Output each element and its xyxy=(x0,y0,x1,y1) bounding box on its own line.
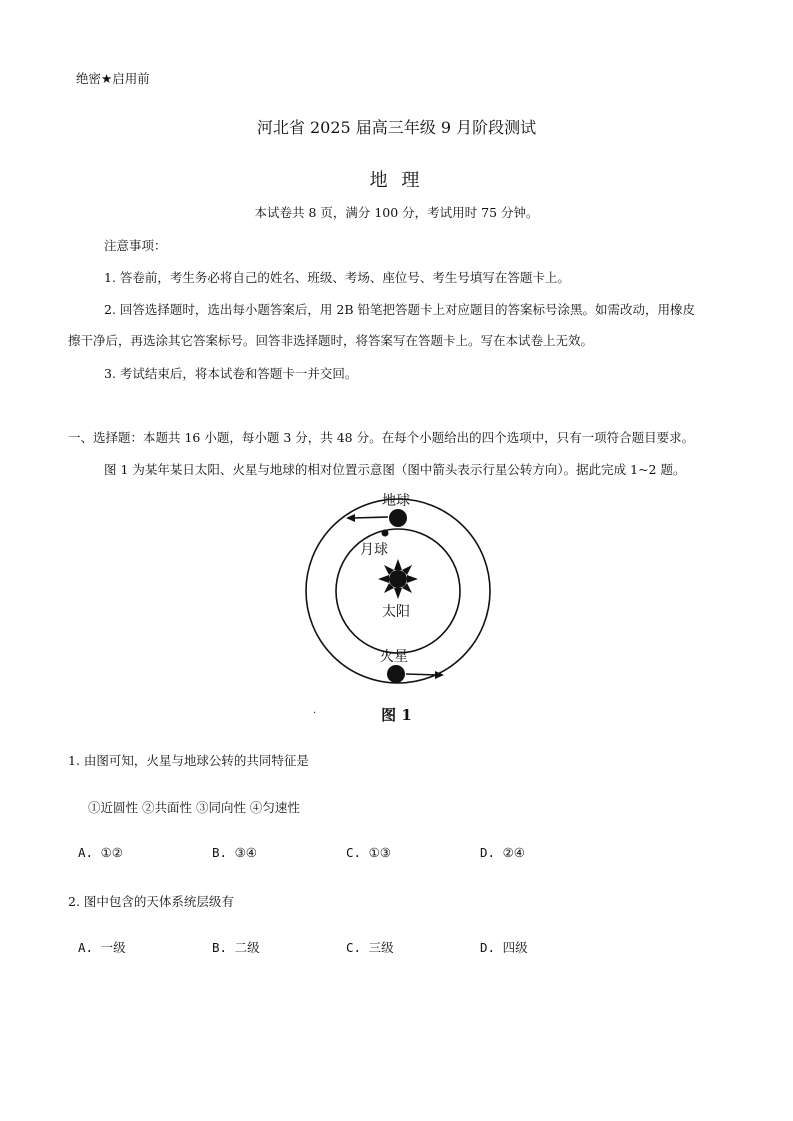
note-item-2-continued: 擦干净后，再选涂其它答案标号。回答非选择题时，将答案写在答题卡上。写在本试卷上无效。 xyxy=(68,333,594,348)
question-1-option-d: D. ②④ xyxy=(480,845,525,860)
solar-position-diagram xyxy=(280,484,520,694)
earth-direction-arrow xyxy=(352,517,388,518)
note-item-3: 3. 考试结束后，将本试卷和答题卡一并交回。 xyxy=(104,366,358,381)
earth-label: 地球 xyxy=(382,493,410,509)
question-2-stem: 2. 图中包含的天体系统层级有 xyxy=(68,894,234,909)
question-1-option-a: A. ①② xyxy=(78,845,123,860)
notes-title: 注意事项： xyxy=(104,238,167,253)
moon-icon xyxy=(382,530,389,537)
question-2-option-a: A. 一级 xyxy=(78,940,126,955)
confidential-label: 绝密★启用前 xyxy=(76,71,150,86)
question-2-option-d: D. 四级 xyxy=(480,940,528,955)
note-item-1: 1. 答卷前，考生务必将自己的姓名、班级、考场、座位号、考生号填写在答题卡上。 xyxy=(104,270,570,285)
sun-icon xyxy=(378,559,418,599)
figure-caption: 图 1 xyxy=(381,706,412,724)
moon-label: 月球 xyxy=(360,542,388,558)
question-intro: 图 1 为某年某日太阳、火星与地球的相对位置示意图（图中箭头表示行星公转方向）。据此完成 1~2 题。 xyxy=(104,462,686,477)
stray-mark: . xyxy=(313,705,317,716)
question-1-option-c: C. ①③ xyxy=(346,845,391,860)
mars-direction-arrow xyxy=(406,674,438,675)
subject-title: 地 理 xyxy=(369,170,424,191)
sun-label: 太阳 xyxy=(382,604,410,620)
exam-meta: 本试卷共 8 页，满分 100 分，考试用时 75 分钟。 xyxy=(254,205,539,220)
mars-label: 火星 xyxy=(380,649,408,665)
question-1-option-b: B. ③④ xyxy=(212,845,257,860)
question-1-stem: 1. 由图可知，火星与地球公转的共同特征是 xyxy=(68,753,309,768)
question-1-items: ①近圆性 ②共面性 ③同向性 ④匀速性 xyxy=(88,800,300,815)
question-2-option-b: B. 二级 xyxy=(212,940,260,955)
mars-icon xyxy=(387,665,405,683)
note-item-2: 2. 回答选择题时，选出每小题答案后，用 2B 铅笔把答题卡上对应题目的答案标号涂黑。如需改动，用橡皮 xyxy=(104,302,695,317)
question-2-option-c: C. 三级 xyxy=(346,940,394,955)
earth-icon xyxy=(389,509,407,527)
exam-title: 河北省 2025 届高三年级 9 月阶段测试 xyxy=(256,118,537,137)
section-heading: 一、选择题：本题共 16 小题，每小题 3 分，共 48 分。在每个小题给出的四个选项中，只有一项符合题目要求。 xyxy=(68,430,695,445)
